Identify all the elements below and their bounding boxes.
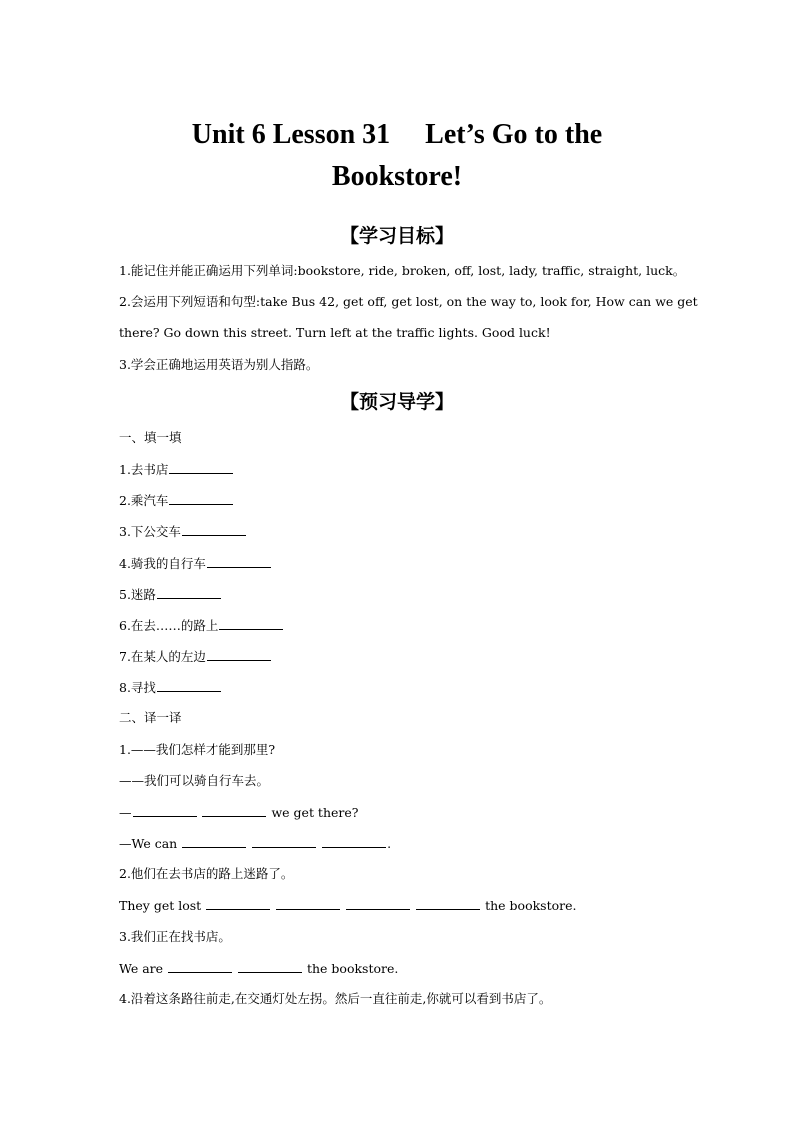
answer-blank[interactable] [322,835,386,848]
answer-blank[interactable] [182,523,246,536]
en-prefix: We are [119,961,164,976]
page-title-line-1: Unit 6 Lesson 31 Let’s Go to the [191,119,603,150]
answer-blank[interactable] [207,555,271,568]
translate-q3-cn: 3.我们正在找书店。 [119,929,231,944]
answer-blank[interactable] [169,461,233,474]
answer-blank[interactable] [157,586,221,599]
answer-blank[interactable] [169,492,233,505]
answer-blank[interactable] [206,897,270,910]
answer-blank[interactable] [207,648,271,661]
answer-blank[interactable] [182,835,246,848]
answer-blank[interactable] [219,617,283,630]
translate-q1-cn-1: 1.——我们怎样才能到那里? [119,742,276,757]
fill-item [119,586,222,603]
part1-label: 一、填一填 [119,430,182,445]
translate-q1-en-1 [119,804,358,821]
answer-blank[interactable] [168,960,232,973]
page-title-line-2: Bookstore! [331,161,463,192]
translate-q1-cn-2: ——我们可以骑自行车去。 [119,773,270,788]
answer-blank[interactable] [276,897,340,910]
translate-q4-cn: 4.沿着这条路往前走,在交通灯处左拐。然后一直往前走,你就可以看到书店了。 [119,991,552,1006]
translate-q2-cn: 2.他们在去书店的路上迷路了。 [119,866,294,881]
translate-q2-en [119,897,577,914]
en-prefix: —We can [119,836,178,851]
fill-item [119,679,222,696]
fill-item-text: 3.下公交车 [119,524,181,539]
fill-item [119,523,247,540]
fill-item-text: 5.迷路 [119,587,156,602]
fill-item-text: 1.去书店 [119,462,169,477]
preview-heading: 【预习导学】 [339,391,454,413]
en-suffix: we get there? [271,805,359,820]
fill-item [119,617,284,634]
fill-item [119,648,272,665]
objective-item-2: 2.会运用下列短语和句型:take Bus 42, get off, get lost, on the way to, look for, How can we get [119,294,698,309]
en-suffix: the bookstore. [306,961,399,976]
translate-q1-en-2 [119,835,391,852]
objective-item-2-continued: there? Go down this street. Turn left at the traffic lights. Good luck! [119,325,551,340]
fill-item-text: 8.寻找 [119,680,156,695]
fill-item-text: 4.骑我的自行车 [119,556,206,571]
part2-label: 二、译一译 [119,710,182,725]
fill-item-text: 7.在某人的左边 [119,649,206,664]
answer-blank[interactable] [346,897,410,910]
en-suffix: . [387,836,392,851]
en-suffix: the bookstore. [485,898,577,913]
answer-blank[interactable] [202,804,266,817]
answer-blank[interactable] [238,960,302,973]
en-prefix: — [119,805,132,820]
en-prefix: They get lost [119,898,202,913]
answer-blank[interactable] [252,835,316,848]
fill-item-text: 2.乘汽车 [119,493,169,508]
fill-item-text: 6.在去……的路上 [119,618,219,633]
fill-item [119,492,234,509]
objectives-heading: 【学习目标】 [339,225,454,247]
translate-q3-en [119,960,398,977]
answer-blank[interactable] [133,804,197,817]
fill-item [119,555,272,572]
answer-blank[interactable] [157,679,221,692]
objective-item-3: 3.学会正确地运用英语为别人指路。 [119,357,319,372]
fill-item [119,461,234,478]
objective-item-1: 1.能记住并能正确运用下列单词:bookstore, ride, broken, off, lost, lady, traffic, straight, luck。 [119,263,686,278]
answer-blank[interactable] [416,897,480,910]
